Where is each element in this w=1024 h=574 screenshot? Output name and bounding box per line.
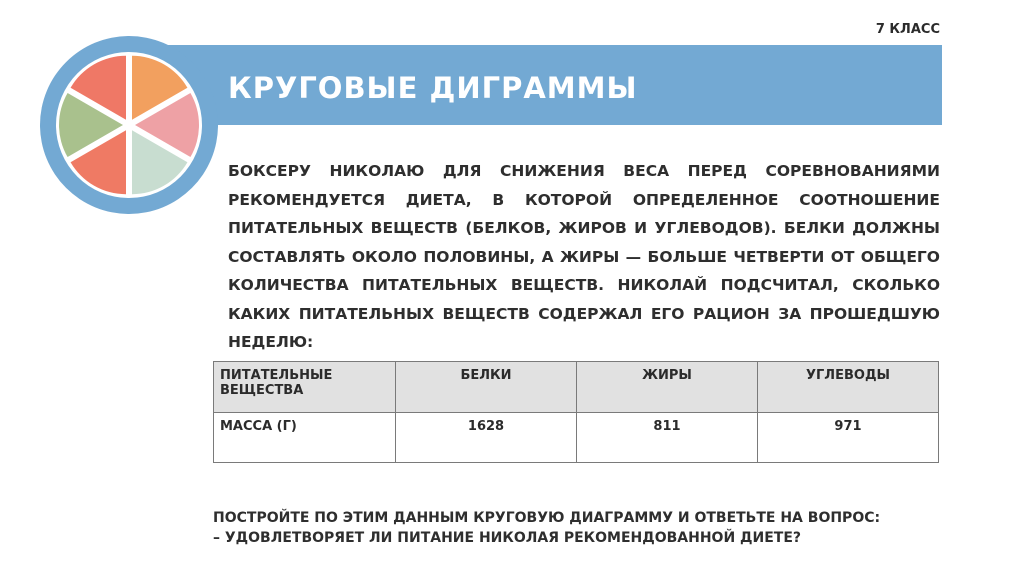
nutrients-table — [213, 361, 939, 463]
cell-fats-value: 811 — [577, 413, 758, 463]
row-label-mass: МАССА (Г) — [214, 413, 396, 463]
table-row-mass — [214, 413, 939, 463]
page-title: КРУГОВЫЕ ДИГРАММЫ — [228, 71, 638, 105]
header-cell-fats: ЖИРЫ — [577, 362, 758, 413]
grade-label: 7 КЛАСС — [875, 22, 940, 37]
pie-chart-logo — [40, 36, 218, 214]
header-cell-proteins: БЕЛКИ — [396, 362, 577, 413]
cell-carbs-value: 971 — [758, 413, 939, 463]
problem-text: БОКСЕРУ НИКОЛАЮ ДЛЯ СНИЖЕНИЯ ВЕСА ПЕРЕД СОРЕВНОВАНИЯМИ РЕКОМЕНДУЕТСЯ ДИЕТА, В КОТОРОЙ ОПРЕДЕЛЕННОЕ СООТНОШЕНИЕ ПИТАТЕЛЬНЫХ ВЕЩЕСТВ (БЕЛКОВ, ЖИРОВ И УГЛЕВОДОВ). БЕЛКИ ДОЛЖНЫ СОСТАВЛЯТЬ ОКОЛО ПОЛОВИНЫ, А ЖИРЫ — БОЛЬШЕ ЧЕТВЕРТИ ОТ ОБЩЕГО КОЛИЧЕСТВА ПИТАТЕЛЬНЫХ ВЕЩЕСТВ. НИКОЛАЙ ПОДСЧИТАЛ, СКОЛЬКО КАКИХ ПИТАТЕЛЬНЫХ ВЕЩЕСТВ СОДЕРЖАЛ ЕГО РАЦИОН ЗА ПРОШЕДШУЮ НЕДЕЛЮ: — [228, 162, 940, 351]
task-question-line-2: – УДОВЛЕТВОРЯЕТ ЛИ ПИТАНИЕ НИКОЛАЯ РЕКОМЕНДОВАННОЙ ДИЕТЕ? — [213, 530, 802, 546]
cell-proteins-value: 1628 — [396, 413, 577, 463]
table-header-row — [214, 362, 939, 413]
task-question-line-1: ПОСТРОЙТЕ ПО ЭТИМ ДАННЫМ КРУГОВУЮ ДИАГРАММУ И ОТВЕТЬТЕ НА ВОПРОС: — [213, 510, 881, 526]
header-cell-nutrients: ПИТАТЕЛЬНЫЕ ВЕЩЕСТВА — [214, 362, 396, 413]
header-cell-carbs: УГЛЕВОДЫ — [758, 362, 939, 413]
